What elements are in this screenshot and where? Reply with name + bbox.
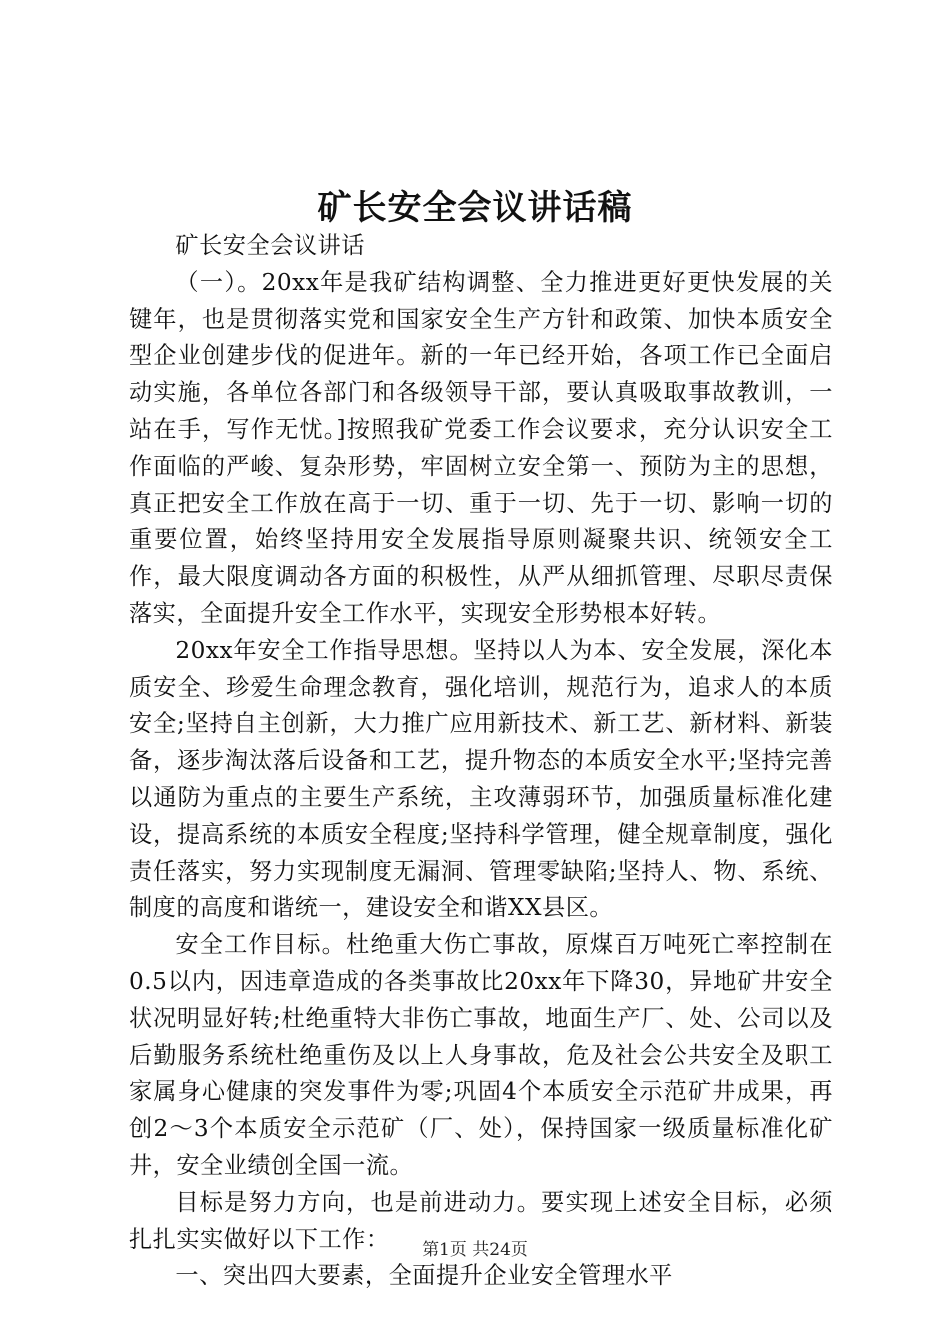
section-heading-1: 一、突出四大要素，全面提升企业安全管理水平 xyxy=(175,1262,673,1290)
paragraph-guiding-thought: 20xx年安全工作指导思想。坚持以人为本、安全发展，深化本质安全、珍爱生命理念教育，强化培训，规范行为，追求人的本质安全;坚持自主创新，大力推广应用新技术、新工艺、新材料、新装备，逐步淘汰落后设备和工艺，提升物态的本质安全水平;坚持完善以通防为重点的主要生产系统，主攻薄弱环节，加强质量标准化建设，提高系统的本质安全程度;坚持科学管理，健全规章制度，强化责任落实，努力实现制度无漏洞、管理零缺陷;坚持人、物、系统、制度的高度和谐统一，建设安全和谐XX县区。 xyxy=(129,636,833,922)
paragraph-transition: 目标是努力方向，也是前进动力。要实现上述安全目标，必须扎扎实实做好以下工作： xyxy=(129,1188,833,1253)
paragraph-safety-goals: 安全工作目标。杜绝重大伤亡事故，原煤百万吨死亡率控制在0.5以内，因违章造成的各类事故比20xx年下降30，异地矿井安全状况明显好转;杜绝重特大非伤亡事故，地面生产厂、处、公司以及后勤服务系统杜绝重伤及以上人身事故，危及社会公共安全及职工家属身心健康的突发事件为零;巩固4个本质安全示范矿井成果，再创2～3个本质安全示范矿（厂、处），保持国家一级质量标准化矿井，安全业绩创全国一流。 xyxy=(129,931,833,1179)
document-title: 矿长安全会议讲话稿 xyxy=(317,188,633,228)
page-number-footer: 第1页 共24页 xyxy=(422,1240,528,1260)
paragraph-intro: （一）。20xx年是我矿结构调整、全力推进更好更快发展的关键年，也是贯彻落实党和国家安全生产方针和政策、加快本质安全型企业创建步伐的促进年。新的一年已经开始，各项工作已全面启动实施，各单位各部门和各级领导干部，要认真吸取事故教训，一站在手，写作无忧。]按照我矿党委工作会议要求，充分认识安全工作面临的严峻、复杂形势，牢固树立安全第一、预防为主的思想，真正把安全工作放在高于一切、重于一切、先于一切、影响一切的重要位置，始终坚持用安全发展指导原则凝聚共识、统领安全工作，最大限度调动各方面的积极性，从严从细抓管理、尽职尽责保落实，全面提升安全工作水平，实现安全形势根本好转。 xyxy=(129,268,833,627)
subtitle-paragraph: 矿长安全会议讲话 xyxy=(175,232,365,259)
document-body xyxy=(129,228,833,1295)
